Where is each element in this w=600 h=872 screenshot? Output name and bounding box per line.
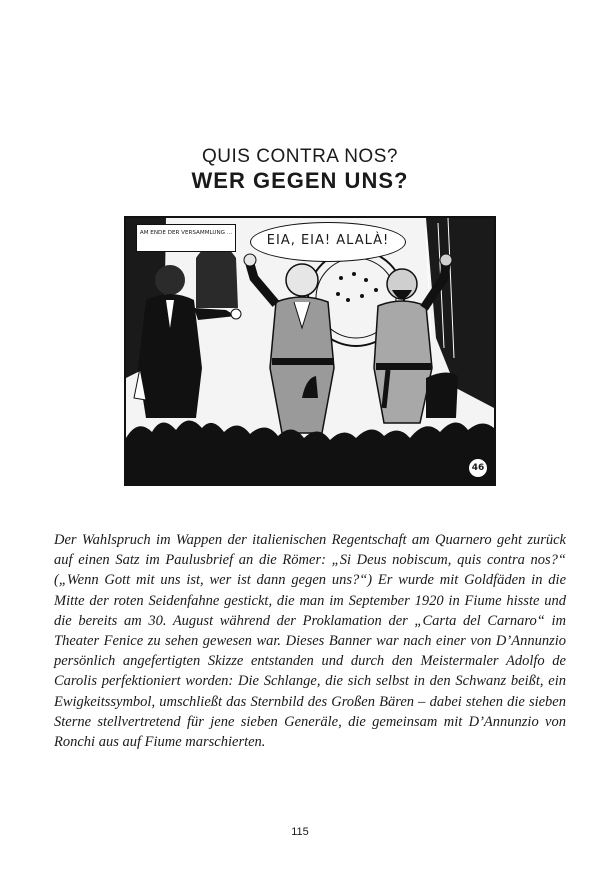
speech-balloon: EIA, EIA! ALALÀ! [250, 222, 406, 262]
body-paragraph: Der Wahlspruch im Wappen der italienischen Regentschaft am Quarnero geht zurück auf einen Satz im Paulusbrief an die Römer: „Si Deus nobiscum, quis contra nos?“ („Wenn Gott mit uns ist, wer ist dann gegen uns?“) Er wurde mit Goldfäden in die Mitte der roten Seidenfahne gestickt, die man im September 1920 in Fiume hisste und die bereits am 30. August während der Proklamation der „Carta del Carnaro“ im Theater Fenice zu sehen gewesen war. Dieses Banner war nach einer von D’Annunzio persönlich angefertigten Skizze entstanden und durch den Meistermaler Adolfo de Carolis perfektioniert worden: Die Schlange, die sich selbst in den Schwanz beißt, ein Ewigkeitssymbol, umschließt das Sternbild des Großen Bären – dabei stehen die sieben Sterne stellvertretend für jene sieben Generäle, die gemeinsam mit D’Annunzio von Ronchi aus auf Fiume marschierten. [54, 532, 566, 751]
panel-number-badge: 46 [468, 458, 488, 478]
section-kicker: QUIS CONTRA NOS? [202, 146, 398, 167]
page-number: 115 [291, 826, 309, 838]
comic-panel [124, 216, 496, 486]
section-title: WER GEGEN UNS? [191, 168, 409, 193]
narration-caption: AM ENDE DER VERSAMMLUNG ... [136, 224, 236, 252]
